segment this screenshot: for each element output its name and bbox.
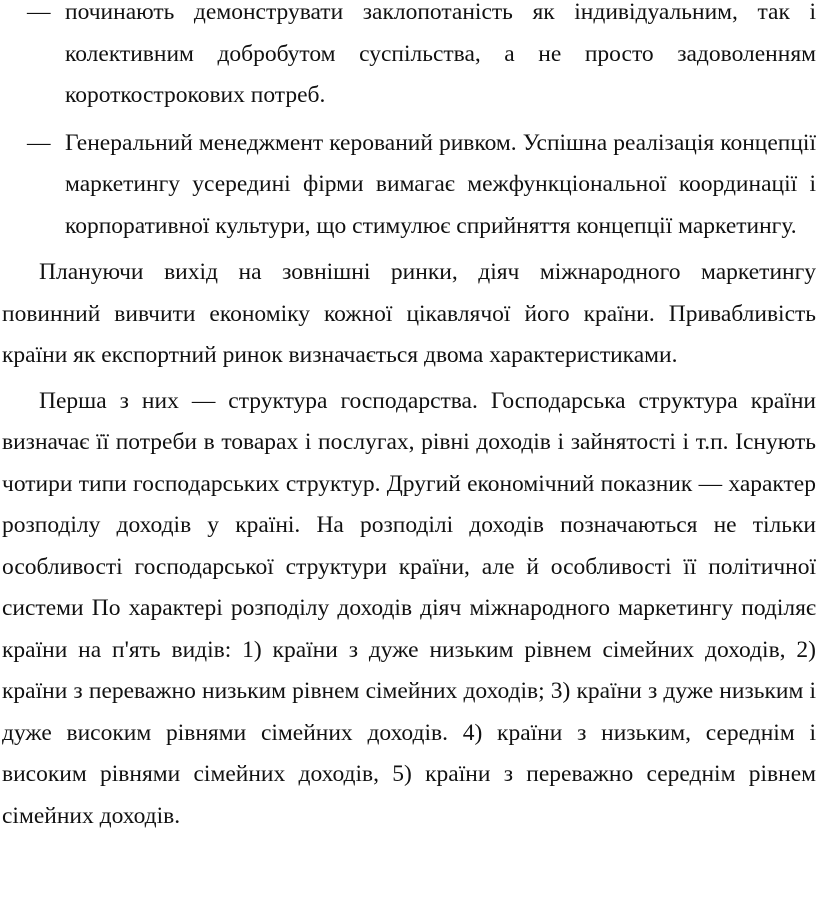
list-dash: — xyxy=(27,0,51,25)
paragraph: Перша з них — структура господарства. Господарська структура країни визначає її потреби в товарах і послугах, рівні доходів і зайнятості і т.п. Існують чотири типи господарських структур. Другий економічний показник — характер розподілу доходів у країні. На розподілі доходів позначаються не тільки особливості господарської структури країни, але й особливості її політичної системи По характері розподілу доходів діяч міжнародного маркетингу поділяє країни на п'ять видів: 1) країни з дуже низьким рівнем сімейних доходів, 2) країни з переважно низьким рівнем сімейних доходів; 3) країни з дуже низьким і дуже високим рівнями сімейних доходів. 4) країни з низьким, середнім і високим рівнями сімейних доходів, 5) країни з переважно середнім рівнем сімейних доходів. xyxy=(2,387,816,829)
list-item-text: Генеральний менеджмент керований ривком. Успішна реалізація концепції маркетингу усередині фірми вимагає межфункціональної координації і корпоративної культури, що стимулює сприйняття концепції маркетингу. xyxy=(65,129,816,239)
list-item xyxy=(0,0,816,117)
list-item-text: починають демонструвати заклопотаність як індивідуальним, так і колективним добробутом суспільства, а не просто задоволенням короткострокових потреб. xyxy=(65,0,816,108)
paragraph: Плануючи вихід на зовнішні ринки, діяч міжнародного маркетингу повинний вивчити економіку кожної цікавлячої його країни. Привабливість країни як експортний ринок визначається двома характеристиками. xyxy=(2,259,816,368)
list-dash: — xyxy=(27,129,51,156)
list-item xyxy=(0,123,816,248)
